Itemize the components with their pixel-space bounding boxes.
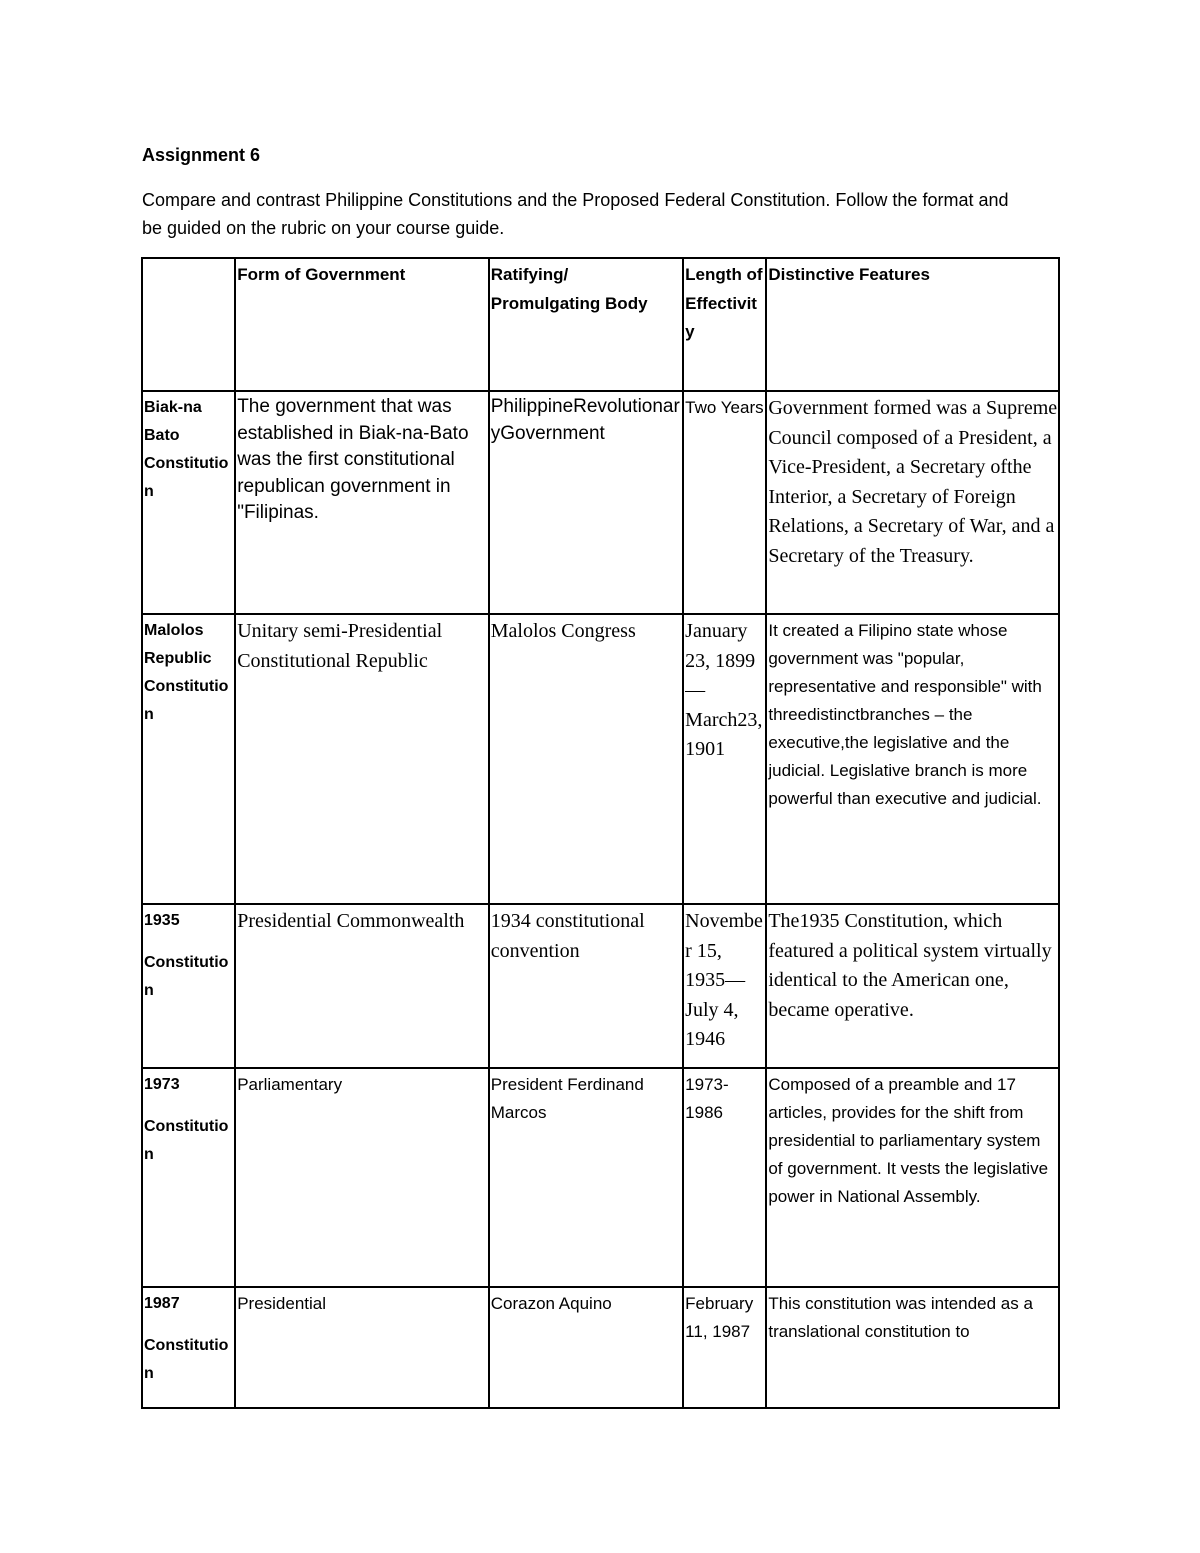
- length-cell: Two Years: [683, 391, 766, 614]
- header-ratifying-body: Ratifying/ Promulgating Body: [489, 258, 683, 391]
- table-row: [142, 1287, 1059, 1408]
- row-label: [142, 904, 235, 1068]
- body-cell: Malolos Congress: [489, 614, 683, 904]
- constitutions-table: [141, 257, 1060, 1409]
- features-cell: Government formed was a Supreme Council composed of a President, a Vice-President, a Secretary ofthe Interior, a Secretary of Foreign Relations, a Secretary of War, and a Secretary of the Treasury.: [766, 391, 1059, 614]
- row-label: [142, 1287, 235, 1408]
- table-row: [142, 904, 1059, 1068]
- form-cell: Presidential Commonwealth: [235, 904, 489, 1068]
- assignment-title: Assignment 6: [142, 145, 261, 165]
- row-label-year: 1987: [144, 1295, 180, 1312]
- form-cell: Presidential: [235, 1287, 489, 1408]
- features-cell: It created a Filipino state whose government was "popular, representative and responsible" with threedistinctbranches – the executive,the legislative and the judicial. Legislative branch is more powerful than executive and judicial.: [766, 614, 1059, 904]
- row-label-line: Constitution: [144, 1337, 229, 1382]
- form-cell: Unitary semi-Presidential Constitutional Republic: [235, 614, 489, 904]
- length-cell: 1973-1986: [683, 1068, 766, 1287]
- body-cell: President Ferdinand Marcos: [489, 1068, 683, 1287]
- body-cell: 1934 constitutional convention: [489, 904, 683, 1068]
- row-label: [142, 614, 235, 904]
- assignment-instructions: Compare and contrast Philippine Constitutions and the Proposed Federal Constitution. Follow the format and be guided on the rubric on your course guide.: [142, 190, 1009, 238]
- length-cell: November 15, 1935— July 4, 1946: [683, 904, 766, 1068]
- header-form-of-government: Form of Government: [235, 258, 489, 391]
- body-cell: PhilippineRevolutionaryGovernment: [489, 391, 683, 614]
- features-cell: This constitution was intended as a translational constitution to: [766, 1287, 1059, 1408]
- row-label: [142, 1068, 235, 1287]
- header-length-of-effectivity: Length of Effectivity: [683, 258, 766, 391]
- features-cell: Composed of a preamble and 17 articles, provides for the shift from presidential to parliamentary system of government. It vests the legislative power in National Assembly.: [766, 1068, 1059, 1287]
- row-label-year: 1973: [144, 1076, 180, 1093]
- body-cell: Corazon Aquino: [489, 1287, 683, 1408]
- row-label-line: Constitution: [144, 954, 229, 999]
- length-cell: February 11, 1987: [683, 1287, 766, 1408]
- row-label: [142, 391, 235, 614]
- features-cell: The1935 Constitution, which featured a political system virtually identical to the American one, became operative.: [766, 904, 1059, 1068]
- table-header-row: [142, 258, 1059, 391]
- table-row: [142, 1068, 1059, 1287]
- row-label-line: Constitution: [144, 1118, 229, 1163]
- table-row: [142, 391, 1059, 614]
- header-distinctive-features: Distinctive Features: [766, 258, 1059, 391]
- table-row: [142, 614, 1059, 904]
- form-cell: Parliamentary: [235, 1068, 489, 1287]
- header-corner: [142, 258, 235, 391]
- row-label-line: Malolos Republic Constitution: [144, 622, 229, 723]
- form-cell: The government that was established in Biak-na-Bato was the first constitutional republican government in "Filipinas.: [235, 391, 489, 614]
- length-cell: January 23, 1899— March23, 1901: [683, 614, 766, 904]
- row-label-line: Biak-na Bato Constitution: [144, 399, 229, 500]
- row-label-year: 1935: [144, 912, 180, 929]
